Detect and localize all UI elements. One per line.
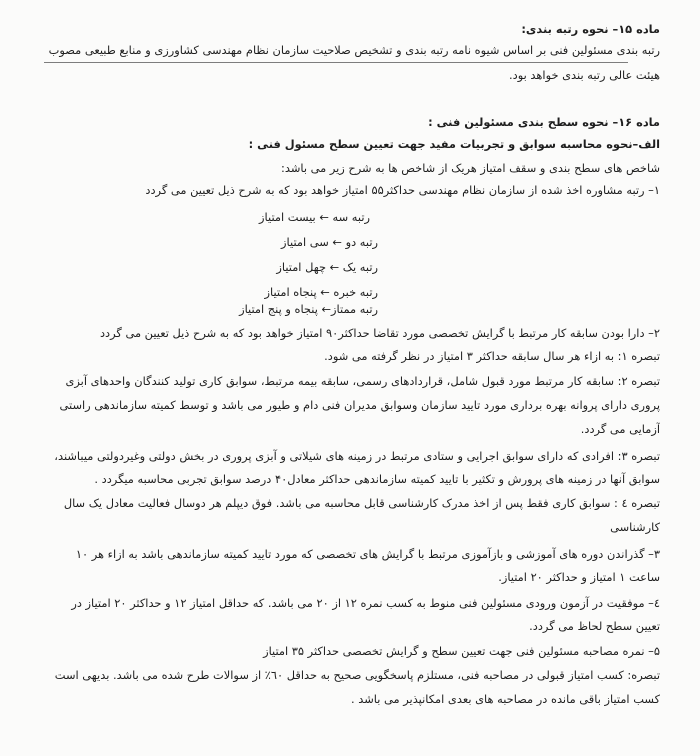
tier-two: رتبه دو ← سی امتیاز (281, 235, 378, 249)
note-4-line2: کارشناسی (610, 520, 660, 534)
note-1: تبصره ۱: به ازاء هر سال سابقه حداکثر ۳ امتیاز در نظر گرفته می شود. (324, 349, 660, 363)
note-2-line1: تبصره ۲: سابقه کار مرتبط مورد قبول شامل، قراردادهای رسمی، سابقه بیمه مرتبط، سوابق کاری تولید کنندگان واحدهای آبزی (65, 374, 660, 388)
tier-expert: رتبه خبره ← پنجاه امتیاز (264, 285, 378, 299)
tier-one: رتبه یک ← چهل امتیاز (276, 260, 378, 274)
note-5-line2: کسب امتیاز باقی مانده در مصاحبه های بعدی امکانپذیر می باشد . (351, 692, 660, 706)
note-2-line2: پروری دارای پروانه بهره برداری مورد تایید سازمان وسوابق مدیران فنی دام و طیور می باشد و توسط کمیته سازماندهی راستی (59, 398, 660, 412)
note-3-line1: تبصره ۳: افرادی که دارای سوابق اجرایی و ستادی مرتبط در زمینه های شیلاتی و آبزی پروری در بخش دولتی وغیردولتی میباشند، (54, 449, 660, 463)
item-5-text: ۵– نمره مصاحبه مسئولین فنی جهت تعیین سطح و گرایش تخصصی حداکثر ۳۵ امتیاز (263, 644, 660, 658)
article-16-intro: شاخص های سطح بندی و سقف امتیاز هریک از شاخص ها به شرح زیر می باشد: (281, 161, 660, 175)
article-15-text-line1: رتبه بندی مسئولین فنی بر اساس شیوه نامه رتبه بندی و تشخیص صلاحیت سازمان نظام مهندسی کشاورزی و منابع طبیعی مصوب (48, 43, 660, 57)
article-15-heading: ماده ۱۵– نحوه رتبه بندی: (521, 22, 660, 36)
item-2-text: ۲– دارا بودن سابقه کار مرتبط با گرایش تخصصی مورد تقاضا حداکثر۹۰ امتیاز خواهد بود که به شرح ذیل تعیین می گردد (99, 326, 660, 340)
note-4-line1: تبصره ٤ : سوابق کاری فقط پس از اخذ مدرک کارشناسی قابل محاسبه می باشد. فوق دیپلم هر دوسال فعالیت معادل یک سال (63, 496, 660, 510)
tier-three: رتبه سه ← بیست امتیاز (259, 210, 370, 224)
note-3-line2: سوابق آنها در زمینه های پرورش و تکثیر با تایید کمیته سازماندهی حداکثر معادل۴۰ درصد سوابق تجربی محاسبه میگردد . (94, 472, 660, 486)
item-3-line1: ۳– گذراندن دوره های آموزشی و بازآموزی مرتبط با گرایش های تخصصی که مورد تایید کمیته سازماندهی باشد به ازاء هر ۱۰ (75, 547, 660, 561)
tier-excellent: رتبه ممتاز← پنجاه و پنج امتیاز (239, 302, 378, 316)
item-1-text: ۱– رتبه مشاوره اخذ شده از سازمان نظام مهندسی حداکثر۵۵ امتیاز خواهد بود که به شرح ذیل تعیین می گردد (145, 183, 660, 197)
note-5-line1: تبصره: کسب امتیاز قبولی در مصاحبه فنی، مستلزم پاسخگویی صحیح به حداقل ٦۰٪ از سوالات طرح شده می باشد. بدیهی است (54, 668, 660, 682)
item-4-line1: ٤– موفقیت در آزمون ورودی مسئولین فنی منوط به کسب نمره ۱۲ از ۲۰ می باشد. که حداقل امتیاز ۱۲ و حداکثر ۲۰ امتیاز در (71, 596, 660, 610)
item-3-line2: ساعت ۱ امتیاز و حداکثر ۲۰ امتیاز. (498, 570, 660, 584)
note-2-line3: آزمایی می گردد. (580, 422, 660, 436)
handwritten-underline (44, 62, 628, 63)
article-16-subheading: الف–نحوه محاسبه سوابق و تجربیات مفید جهت تعیین سطح مسئول فنی : (248, 137, 660, 151)
item-4-line2: تعیین سطح لحاظ می گردد. (529, 619, 660, 633)
article-15-text-line2: هیئت عالی رتبه بندی خواهد بود. (509, 68, 660, 82)
article-16-heading: ماده ۱۶– نحوه سطح بندی مسئولین فنی : (428, 115, 660, 129)
